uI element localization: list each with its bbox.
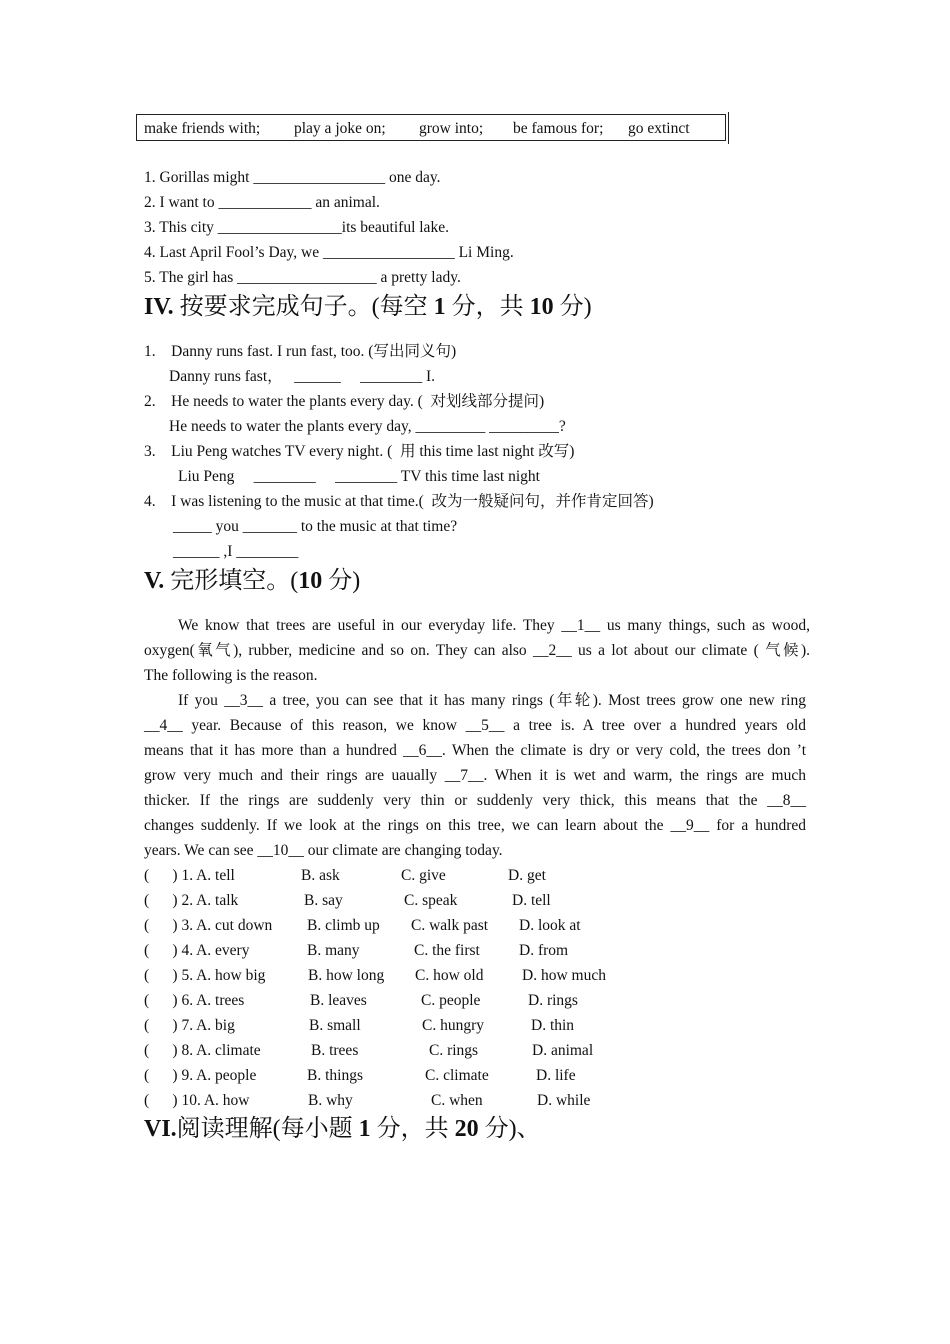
- option-b: B. say: [304, 892, 343, 909]
- option-c: C. walk past: [411, 917, 489, 934]
- section-4-line: 1. Danny runs fast. I run fast, too. (写出同义句): [144, 343, 457, 360]
- section-4-line: 3. Liu Peng watches TV every night. ( 用 this time last night 改写): [144, 443, 575, 460]
- option-d: D. tell: [512, 892, 551, 909]
- option-d: D. how much: [522, 967, 606, 984]
- option-d: D. while: [537, 1092, 591, 1109]
- passage-line: We know that trees are useful in our everyday life. They __1__ us many things, such as wood,: [178, 617, 810, 634]
- passage-line: means that it has more than a hundred __6__. When the climate is dry or very cold, the trees don ’t: [144, 742, 806, 759]
- passage-line: thicker. If the rings are suddenly very thin or suddenly very thick, this means that the __8__: [144, 792, 806, 809]
- question-stem: ( ) 3. A. cut down: [144, 917, 273, 934]
- passage-line: __4__ year. Because of this reason, we know __5__ a tree is. A tree over a hundred years old: [144, 717, 806, 734]
- option-b: B. climb up: [307, 917, 380, 934]
- section-6-heading: [144, 1114, 541, 1144]
- option-c: C. speak: [404, 892, 458, 909]
- section-4-heading: [144, 292, 592, 322]
- passage-line: oxygen(氧气), rubber, medicine and so on. They can also __2__ us a lot about our climate ( 气候).: [144, 642, 810, 659]
- section-4-line: Liu Peng ________ ________ TV this time last night: [178, 468, 540, 485]
- option-b: B. things: [307, 1067, 363, 1084]
- section-5-total: 10: [298, 568, 323, 594]
- section-4-line: He needs to water the plants every day, _________ _________?: [169, 418, 566, 435]
- option-b: B. ask: [301, 867, 340, 884]
- option-d: D. animal: [532, 1042, 594, 1059]
- section-4-line: Danny runs fast， ______ ________ I.: [169, 368, 436, 385]
- question-stem: ( ) 9. A. people: [144, 1067, 257, 1084]
- option-d: D. get: [508, 867, 546, 884]
- section-4-line: 2. He needs to water the plants every day. ( 对划线部分提问): [144, 393, 545, 410]
- section-4-number: IV.: [144, 294, 174, 320]
- question-stem: ( ) 7. A. big: [144, 1017, 235, 1034]
- section-5-number: V.: [144, 568, 165, 594]
- question-stem: ( ) 8. A. climate: [144, 1042, 261, 1059]
- phrase-bank-item: play a joke on;: [294, 120, 386, 137]
- option-b: B. how long: [308, 967, 385, 984]
- option-d: D. thin: [531, 1017, 575, 1034]
- fill-blank-item: 3. This city ________________its beautiful lake.: [144, 219, 449, 236]
- section-4-title-mid: 分，共: [445, 294, 530, 320]
- fill-blank-item: 5. The girl has __________________ a pretty lady.: [144, 269, 461, 286]
- option-b: B. trees: [311, 1042, 359, 1059]
- option-c: C. rings: [429, 1042, 479, 1059]
- option-c: C. when: [431, 1092, 483, 1109]
- section-4-points: 1: [433, 294, 446, 320]
- phrase-bank-box-edge: [728, 112, 729, 144]
- section-5-title-end: 分): [322, 568, 361, 594]
- question-stem: ( ) 4. A. every: [144, 942, 250, 959]
- passage-line: The following is the reason.: [144, 667, 318, 684]
- section-4-line: 4. I was listening to the music at that time.( 改为一般疑问句，并作肯定回答): [144, 493, 654, 510]
- question-stem: ( ) 10. A. how: [144, 1092, 250, 1109]
- section-5-title: 完形填空。(: [170, 568, 299, 594]
- section-4-total: 10: [529, 294, 554, 320]
- question-stem: ( ) 6. A. trees: [144, 992, 245, 1009]
- option-c: C. the first: [414, 942, 480, 959]
- phrase-bank-item: make friends with;: [144, 120, 261, 137]
- passage-line: changes suddenly. If we look at the rings on this tree, we can learn about the __9__ for a hundred: [144, 817, 806, 834]
- section-4-line: _____ you _______ to the music at that time?: [173, 518, 458, 535]
- passage-line: years. We can see __10__ our climate are changing today.: [144, 842, 503, 859]
- section-4-line: ______ ,I ________: [173, 543, 299, 560]
- fill-blank-item: 1. Gorillas might _________________ one day.: [144, 169, 441, 186]
- phrase-bank-item: be famous for;: [513, 120, 604, 137]
- option-b: B. why: [308, 1092, 353, 1109]
- fill-blank-item: 4. Last April Fool’s Day, we _________________ Li Ming.: [144, 244, 514, 261]
- option-d: D. look at: [519, 917, 581, 934]
- question-stem: ( ) 5. A. how big: [144, 967, 266, 984]
- section-4-title: 按要求完成句子。(每空: [179, 294, 434, 320]
- passage-line: grow very much and their rings are uaually __7__. When it is wet and warm, the rings are much: [144, 767, 806, 784]
- section-6-points: 1: [358, 1116, 371, 1142]
- section-6-title-end: 分)、: [478, 1116, 541, 1142]
- section-6-title: 阅读理解(每小题: [176, 1116, 359, 1142]
- question-stem: ( ) 1. A. tell: [144, 867, 235, 884]
- option-b: B. many: [307, 942, 360, 959]
- phrase-bank-item: go extinct: [628, 120, 690, 137]
- section-6-number: VI.: [144, 1116, 177, 1142]
- option-c: C. hungry: [422, 1017, 484, 1034]
- option-c: C. climate: [425, 1067, 489, 1084]
- option-d: D. rings: [528, 992, 578, 1009]
- fill-blank-item: 2. I want to ____________ an animal.: [144, 194, 380, 211]
- option-c: C. people: [421, 992, 481, 1009]
- section-6-title-mid: 分，共: [370, 1116, 455, 1142]
- phrase-bank-item: grow into;: [419, 120, 484, 137]
- section-6-total: 20: [454, 1116, 479, 1142]
- option-b: B. leaves: [310, 992, 367, 1009]
- option-d: D. life: [536, 1067, 576, 1084]
- section-4-title-end: 分): [553, 294, 592, 320]
- option-c: C. give: [401, 867, 446, 884]
- passage-line: If you __3__ a tree, you can see that it has many rings (年轮). Most trees grow one new ring: [178, 692, 806, 709]
- option-d: D. from: [519, 942, 569, 959]
- option-c: C. how old: [415, 967, 484, 984]
- question-stem: ( ) 2. A. talk: [144, 892, 239, 909]
- option-b: B. small: [309, 1017, 361, 1034]
- section-5-heading: [144, 566, 360, 596]
